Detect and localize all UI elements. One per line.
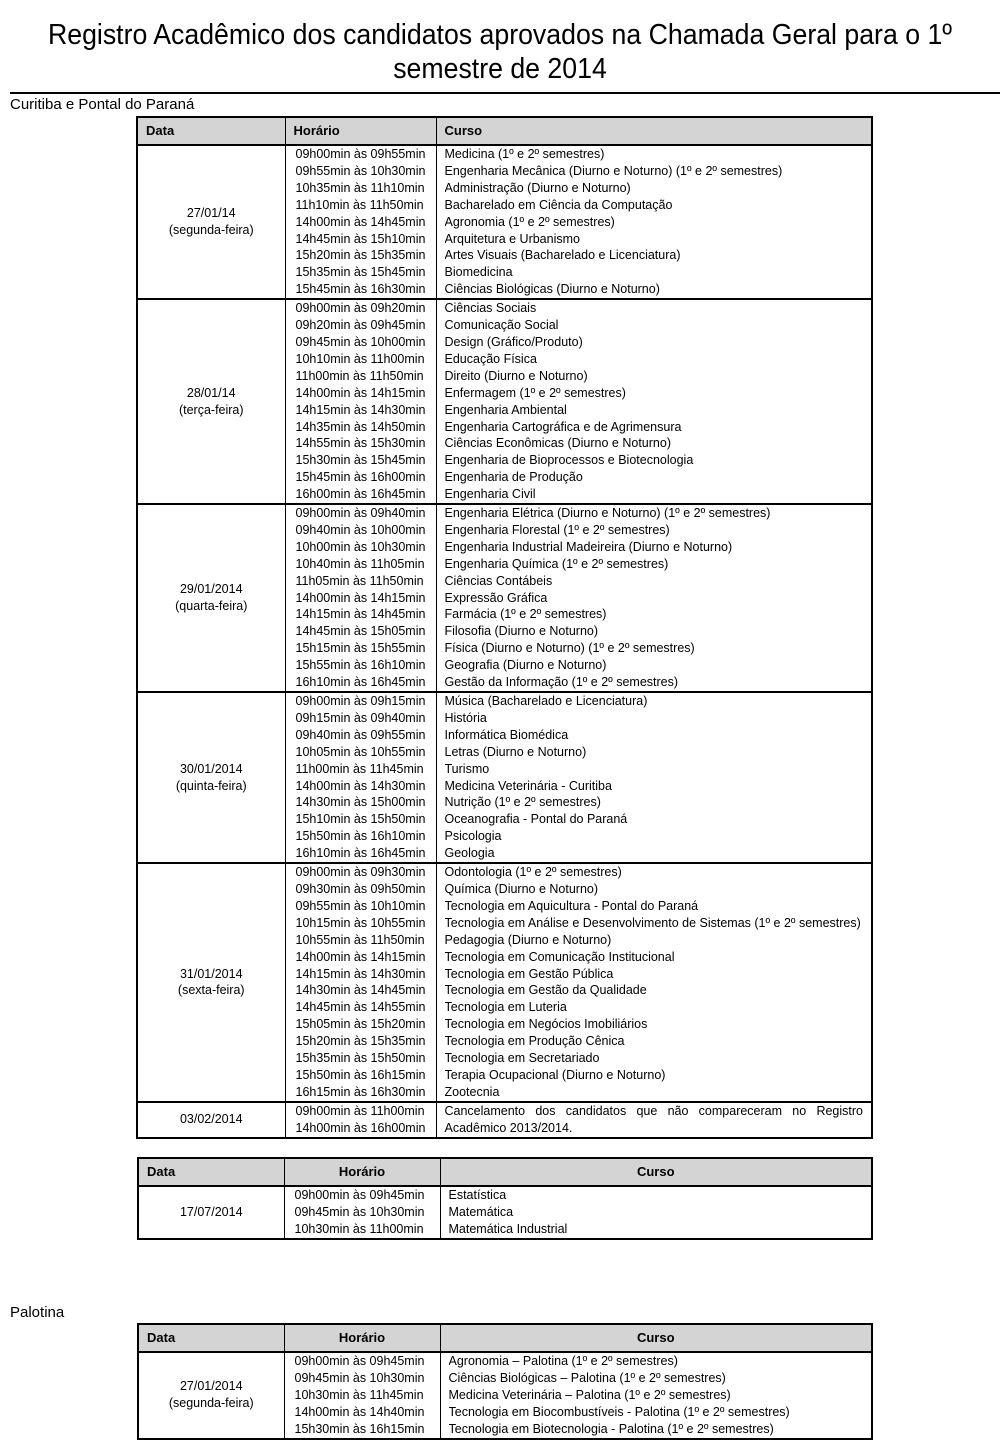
- course-name: Música (Bacharelado e Licenciatura): [444, 694, 648, 708]
- title-divider: [10, 92, 1000, 94]
- time-slot: 09h55min às 10h10min: [295, 898, 426, 913]
- course-name: Expressão Gráfica: [444, 590, 548, 605]
- schedule-day-row: [137, 863, 872, 1102]
- course-name: Pedagogia (Diurno e Noturno): [444, 932, 612, 947]
- course-name: Tecnologia em Negócios Imobiliários: [444, 1017, 648, 1032]
- course-name: Nutrição (1º e 2º semestres): [444, 795, 601, 810]
- time-slot: 15h35min às 15h50min: [295, 1051, 426, 1066]
- time-slot: 10h30min às 11h45min: [294, 1387, 424, 1402]
- time-cell: [285, 299, 436, 504]
- time-slot: 09h00min às 09h15min: [295, 694, 426, 708]
- time-slot: 15h50min às 16h15min: [295, 1067, 426, 1082]
- table-header-row: [138, 1158, 872, 1186]
- course-name: Comunicação Social: [444, 318, 559, 333]
- time-slot: 14h30min às 14h45min: [295, 983, 426, 998]
- course-name: Engenharia Civil: [444, 487, 536, 502]
- time-slot: 09h00min às 09h55min: [295, 147, 426, 161]
- course-name: Engenharia Ambiental: [444, 402, 567, 417]
- course-cell: [436, 692, 872, 863]
- course-name: Ciências Contábeis: [444, 573, 553, 588]
- course-name: Terapia Ocupacional (Diurno e Noturno): [444, 1067, 666, 1082]
- time-slot: 14h00min às 14h45min: [295, 214, 426, 229]
- course-name: Tecnologia em Biotecnologia - Palotina (1º e 2º semestres): [448, 1421, 774, 1436]
- time-cell: [285, 504, 436, 692]
- course-name: Medicina (1º e 2º semestres): [444, 147, 605, 161]
- date-cell: [137, 863, 285, 1102]
- date-line: (segunda-feira): [168, 223, 254, 238]
- course-name: Agronomia (1º e 2º semestres): [444, 214, 615, 229]
- time-slot: 16h10min às 16h45min: [295, 675, 426, 690]
- course-name: Matemática Industrial: [448, 1221, 568, 1236]
- date-cell: [137, 692, 285, 863]
- course-name: Engenharia Elétrica (Diurno e Noturno) (1º e 2º semestres): [444, 506, 771, 521]
- time-slot: 11h05min às 11h50min: [295, 573, 424, 588]
- time-slot: 14h00min às 14h15min: [295, 385, 426, 400]
- header-curso: Curso: [440, 1324, 872, 1352]
- course-name: Biomedicina: [444, 265, 513, 280]
- time-slot: 15h30min às 15h45min: [295, 453, 426, 468]
- header-data: Data: [138, 1324, 284, 1352]
- time-slot: 09h00min às 09h30min: [295, 865, 426, 880]
- time-slot: 09h55min às 10h30min: [295, 163, 426, 178]
- course-name: Ciências Biológicas – Palotina (1º e 2º semestres): [448, 1370, 726, 1385]
- time-slot: 09h45min às 10h00min: [295, 334, 426, 349]
- time-slot: 09h00min às 09h45min: [294, 1354, 425, 1368]
- course-cell: [440, 1186, 872, 1239]
- time-slot: 11h00min às 11h50min: [295, 368, 424, 383]
- time-slot: 09h00min às 09h20min: [295, 301, 426, 316]
- header-horario: Horário: [284, 1324, 440, 1352]
- date-line: 31/01/2014: [179, 966, 243, 981]
- course-name: Engenharia Florestal (1º e 2º semestres): [444, 522, 670, 537]
- date-line: 29/01/2014: [179, 582, 243, 597]
- course-name: Filosofia (Diurno e Noturno): [444, 624, 599, 639]
- time-slot: 10h10min às 11h00min: [295, 351, 425, 366]
- course-cell: [436, 863, 872, 1102]
- time-slot: 09h20min às 09h45min: [295, 318, 426, 333]
- time-slot: 16h10min às 16h45min: [295, 846, 426, 861]
- time-slot: 11h10min às 11h50min: [295, 197, 424, 212]
- date-line: (terça-feira): [178, 402, 244, 417]
- time-slot: 14h15min às 14h45min: [295, 607, 426, 622]
- header-horario: Horário: [285, 117, 436, 145]
- course-name: Letras (Diurno e Noturno): [444, 744, 587, 759]
- course-name: Tecnologia em Gestão da Qualidade: [444, 983, 647, 998]
- header-data: Data: [138, 1158, 284, 1186]
- course-name: Engenharia Cartográfica e de Agrimensura: [444, 419, 682, 434]
- course-name: Engenharia Química (1º e 2º semestres): [444, 556, 669, 571]
- time-slot: 10h30min às 11h00min: [294, 1221, 424, 1236]
- date-line: (quarta-feira): [175, 599, 248, 614]
- schedule-day-row: [138, 1352, 872, 1439]
- date-cell: [137, 299, 285, 504]
- course-name: Informática Biomédica: [444, 727, 569, 742]
- date-line: (segunda-feira): [168, 1396, 254, 1411]
- date-line: 27/01/2014: [179, 1379, 243, 1394]
- time-slot: 14h00min às 14h30min: [295, 778, 426, 793]
- course-name: Tecnologia em Luteria: [444, 1000, 567, 1015]
- time-slot: 14h00min às 14h40min: [294, 1404, 425, 1419]
- section-label-curitiba: Curitiba e Pontal do Paraná: [10, 96, 195, 113]
- date-line: (quinta-feira): [175, 778, 247, 793]
- time-slot: 10h55min às 11h50min: [295, 932, 425, 947]
- time-slot: 15h15min às 15h55min: [295, 641, 426, 656]
- schedule-day-row: [137, 145, 872, 299]
- time-slot: 10h40min às 11h05min: [295, 556, 425, 571]
- course-name: Psicologia: [444, 829, 502, 844]
- course-name: Tecnologia em Comunicação Institucional: [444, 949, 675, 964]
- time-cell: [285, 692, 436, 863]
- time-slot: 16h15min às 16h30min: [295, 1084, 426, 1099]
- section-label-palotina: Palotina: [10, 1304, 65, 1321]
- course-name: Engenharia Mecânica (Diurno e Noturno) (1º e 2º semestres): [444, 163, 783, 178]
- course-name: Enfermagem (1º e 2º semestres): [444, 385, 626, 400]
- course-name: Tecnologia em Secretariado: [444, 1051, 600, 1066]
- time-slot: 15h55min às 16h10min: [295, 658, 426, 673]
- course-cell: [436, 504, 872, 692]
- course-name: Odontologia (1º e 2º semestres): [444, 865, 622, 880]
- schedule-day-row: [137, 299, 872, 504]
- date-line: 27/01/14: [186, 206, 236, 221]
- course-name: Oceanografia - Pontal do Paraná: [444, 812, 628, 827]
- title-line-2: semestre de 2014: [393, 53, 607, 85]
- course-name: Turismo: [444, 761, 490, 776]
- time-cell: [285, 1102, 436, 1138]
- header-curso: Curso: [440, 1158, 872, 1186]
- schedule-day-row: [138, 1186, 872, 1239]
- date-line: 03/02/2014: [179, 1112, 243, 1127]
- time-slot: 10h05min às 10h55min: [295, 744, 426, 759]
- course-name: Matemática: [448, 1204, 514, 1219]
- time-slot: 15h30min às 16h15min: [294, 1421, 425, 1436]
- course-cell: [436, 299, 872, 504]
- schedule-day-row: [137, 504, 872, 692]
- time-slot: 10h35min às 11h10min: [295, 180, 425, 195]
- time-slot: 14h45min às 14h55min: [295, 1000, 426, 1015]
- time-slot: 15h20min às 15h35min: [295, 1034, 426, 1049]
- course-name: Tecnologia em Análise e Desenvolvimento de Sistemas (1º e 2º semestres): [444, 915, 861, 930]
- course-name: Agronomia – Palotina (1º e 2º semestres): [448, 1354, 678, 1368]
- time-slot: 15h35min às 15h45min: [295, 265, 426, 280]
- course-cell: [436, 145, 872, 299]
- course-name: Ciências Sociais: [444, 301, 537, 316]
- time-slot: 10h15min às 10h55min: [295, 915, 426, 930]
- course-name: Arquitetura e Urbanismo: [444, 231, 580, 246]
- schedule-table-palotina: [137, 1323, 873, 1440]
- document-title: [40, 18, 960, 86]
- schedule-table-july: [137, 1157, 873, 1240]
- time-slot: 16h00min às 16h45min: [295, 487, 426, 502]
- course-name: Engenharia de Produção: [444, 470, 583, 485]
- header-horario: Horário: [284, 1158, 440, 1186]
- course-name: Tecnologia em Aquicultura - Pontal do Paraná: [444, 898, 699, 913]
- course-name: Química (Diurno e Noturno): [444, 881, 599, 896]
- time-slot: 09h40min às 10h00min: [295, 522, 426, 537]
- course-name: Cancelamento dos candidatos que não compareceram no Registro Acadêmico 2013/2014.: [444, 1103, 863, 1135]
- course-name: Zootecnia: [444, 1084, 500, 1099]
- time-slot: 15h10min às 15h50min: [295, 812, 426, 827]
- course-name: Geologia: [444, 846, 495, 861]
- time-cell: [284, 1186, 440, 1239]
- time-slot: 09h00min às 11h00min: [295, 1103, 425, 1118]
- date-cell: [137, 504, 285, 692]
- course-name: Medicina Veterinária - Curitiba: [444, 778, 612, 793]
- time-slot: 14h35min às 14h50min: [295, 419, 426, 434]
- date-line: 17/07/2014: [179, 1204, 243, 1219]
- table-header-row: [138, 1324, 872, 1352]
- time-slot: 14h45min às 15h10min: [295, 231, 426, 246]
- time-slot: 14h45min às 15h05min: [295, 624, 426, 639]
- time-slot: 09h00min às 09h40min: [295, 506, 426, 521]
- time-slot: 15h45min às 16h30min: [295, 282, 426, 297]
- course-name: Administração (Diurno e Noturno): [444, 180, 631, 195]
- date-cell: [137, 1102, 285, 1138]
- course-name: Medicina Veterinária – Palotina (1º e 2º semestres): [448, 1387, 731, 1402]
- course-name: Gestão da Informação (1º e 2º semestres): [444, 675, 679, 690]
- time-cell: [285, 863, 436, 1102]
- schedule-table-curitiba: [136, 116, 873, 1139]
- course-name: Física (Diurno e Noturno) (1º e 2º semestres): [444, 641, 695, 656]
- header-curso: Curso: [436, 117, 872, 145]
- date-line: 30/01/2014: [179, 761, 243, 776]
- course-name: Tecnologia em Produção Cênica: [444, 1034, 625, 1049]
- time-slot: 15h05min às 15h20min: [295, 1017, 426, 1032]
- schedule-day-row: [137, 1102, 872, 1138]
- time-slot: 10h00min às 10h30min: [295, 539, 426, 554]
- course-name: Educação Física: [444, 351, 537, 366]
- date-cell: [138, 1186, 284, 1239]
- schedule-day-row: [137, 692, 872, 863]
- time-slot: 15h50min às 16h10min: [295, 829, 426, 844]
- date-cell: [137, 145, 285, 299]
- time-slot: 14h15min às 14h30min: [295, 966, 426, 981]
- time-slot: 15h45min às 16h00min: [295, 470, 426, 485]
- course-name: Ciências Biológicas (Diurno e Noturno): [444, 282, 660, 297]
- course-name: Design (Gráfico/Produto): [444, 334, 583, 349]
- course-name: Geografia (Diurno e Noturno): [444, 658, 607, 673]
- course-cell: [436, 1102, 872, 1138]
- course-name: Engenharia Industrial Madeireira (Diurno e Noturno): [444, 539, 733, 554]
- time-slot: 09h40min às 09h55min: [295, 727, 426, 742]
- time-slot: 09h45min às 10h30min: [294, 1204, 425, 1219]
- time-slot: 14h15min às 14h30min: [295, 402, 426, 417]
- course-name: Ciências Econômicas (Diurno e Noturno): [444, 436, 671, 451]
- time-slot: 15h20min às 15h35min: [295, 248, 426, 263]
- course-name: Tecnologia em Biocombustíveis - Palotina (1º e 2º semestres): [448, 1404, 790, 1419]
- time-slot: 14h30min às 15h00min: [295, 795, 426, 810]
- time-slot: 14h55min às 15h30min: [295, 436, 426, 451]
- course-name: Estatística: [448, 1188, 507, 1202]
- time-slot: 09h45min às 10h30min: [294, 1370, 425, 1385]
- course-name: História: [444, 710, 487, 725]
- course-cell: [440, 1352, 872, 1439]
- time-slot: 09h00min às 09h45min: [294, 1188, 425, 1202]
- title-line-1: Registro Acadêmico dos candidatos aprovados na Chamada Geral para o 1º: [47, 19, 953, 51]
- course-name: Bacharelado em Ciência da Computação: [444, 197, 673, 212]
- table-header-row: [137, 117, 872, 145]
- time-slot: 09h15min às 09h40min: [295, 710, 426, 725]
- course-name: Tecnologia em Gestão Pública: [444, 966, 614, 981]
- course-name: Farmácia (1º e 2º semestres): [444, 607, 607, 622]
- date-line: (sexta-feira): [177, 983, 245, 998]
- header-data: Data: [137, 117, 285, 145]
- time-slot: 09h30min às 09h50min: [295, 881, 426, 896]
- time-slot: 14h00min às 16h00min: [295, 1120, 426, 1135]
- course-name: Engenharia de Bioprocessos e Biotecnologia: [444, 453, 694, 468]
- time-cell: [285, 145, 436, 299]
- time-slot: 11h00min às 11h45min: [295, 761, 424, 776]
- course-name: Direito (Diurno e Noturno): [444, 368, 588, 383]
- time-slot: 14h00min às 14h15min: [295, 949, 426, 964]
- date-line: 28/01/14: [186, 385, 236, 400]
- time-slot: 14h00min às 14h15min: [295, 590, 426, 605]
- course-name: Artes Visuais (Bacharelado e Licenciatura): [444, 248, 681, 263]
- time-cell: [284, 1352, 440, 1439]
- date-cell: [138, 1352, 284, 1439]
